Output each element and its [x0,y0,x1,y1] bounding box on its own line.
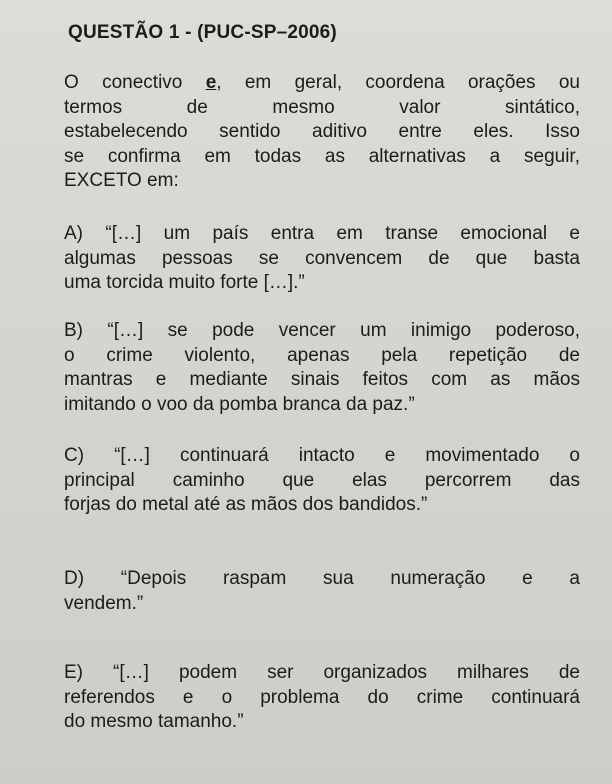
option-b-line-2: o crime violento, apenas pela repetição de [64,344,580,366]
option-c[interactable] [64,444,580,518]
stem-line-1-end: , em geral, coordena orações ou [216,72,580,93]
stem-line-5: EXCETO em: [64,170,179,191]
stem-line-2: termos de mesmo valor sintático, [64,96,580,118]
option-a[interactable] [64,222,580,296]
option-e-line-3: do mesmo tamanho.” [64,711,244,732]
option-b[interactable] [64,319,580,417]
option-e-line-2: referendos e o problema do crime continuará [64,686,580,708]
stem-line-1-start: O conectivo [64,72,206,93]
question-stem [64,71,580,194]
option-d-line-1: D) “Depois raspam sua numeração e a [64,568,580,589]
option-b-line-4: imitando o voo da pomba branca da paz.” [64,393,415,415]
option-a-line-3: uma torcida muito forte […].” [64,272,305,293]
stem-line-1 [64,71,580,96]
option-d[interactable] [64,567,580,616]
stem-line-3: estabelecendo sentido aditivo entre eles. Isso [64,121,580,142]
option-e[interactable] [64,661,580,735]
option-d-line-2: vendem.” [64,592,144,614]
question-title: QUESTÃO 1 - (PUC-SP–2006) [68,22,337,43]
option-b-line-3: mantras e mediante sinais feitos com as mãos [64,369,580,390]
option-c-line-1: C) “[…] continuará intacto e movimentado o [64,445,580,466]
option-e-line-1: E) “[…] podem ser organizados milhares de [64,662,580,683]
option-a-line-1: A) “[…] um país entra em transe emocional e [64,223,580,244]
conjunction-e: e [205,72,217,93]
option-a-line-2: algumas pessoas se convencem de que basta [64,247,580,269]
option-b-line-1: B) “[…] se pode vencer um inimigo poderoso, [64,320,580,341]
option-c-line-2: principal caminho que elas percorrem das [64,469,580,491]
option-c-line-3: forjas do metal até as mãos dos bandidos.” [64,494,428,515]
stem-line-4: se confirma em todas as alternativas a seguir, [64,145,580,167]
